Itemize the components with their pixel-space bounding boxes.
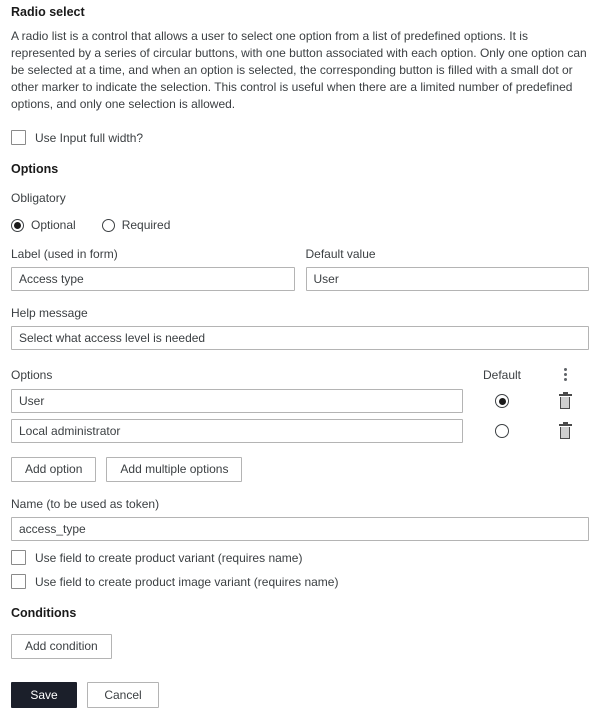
- conditions-heading: Conditions: [11, 606, 77, 620]
- option-delete-cell[interactable]: [541, 394, 589, 409]
- product-variant-label: Use field to create product variant (requires name): [35, 550, 303, 565]
- cancel-button[interactable]: Cancel: [87, 682, 159, 708]
- product-image-variant-row[interactable]: [11, 574, 589, 589]
- obligatory-label: Obligatory: [11, 191, 66, 205]
- option-value-input[interactable]: [11, 389, 463, 413]
- help-message-label: Help message: [11, 306, 88, 320]
- label-field-group: [11, 232, 295, 291]
- obligatory-choice-required[interactable]: [102, 218, 171, 232]
- add-condition-button[interactable]: Add condition: [11, 634, 112, 659]
- use-input-full-width-row[interactable]: [11, 130, 589, 145]
- options-column-header: Options: [11, 368, 53, 382]
- radio-required-icon[interactable]: [102, 219, 115, 232]
- trash-icon[interactable]: [559, 394, 572, 409]
- add-multiple-options-button[interactable]: Add multiple options: [106, 457, 242, 482]
- name-token-input[interactable]: [11, 517, 589, 541]
- default-value-input[interactable]: [306, 267, 590, 291]
- option-default-radio-icon[interactable]: [495, 394, 509, 408]
- use-input-full-width-label: Use Input full width?: [35, 130, 144, 145]
- label-and-default-row: [11, 232, 589, 291]
- obligatory-radio-group: [11, 218, 589, 232]
- save-button[interactable]: Save: [11, 682, 77, 708]
- options-list-header: [11, 367, 589, 383]
- label-input[interactable]: [11, 267, 295, 291]
- options-menu-cell[interactable]: [541, 367, 589, 383]
- product-image-variant-label: Use field to create product image variant (requires name): [35, 574, 339, 589]
- options-section-heading: Options: [11, 162, 59, 176]
- option-row: [11, 419, 589, 443]
- field-description: A radio list is a control that allows a user to select one option from a list of predefined options. It is represented by a series of circular buttons, with one button associated with each option. Only one option can be selected at a time, and when an option is selected, the corresponding button is filled with a small dot or other marker to indicate the selection. This control is useful when there are a limited number of predefined options, and only one selection is allowed.: [11, 29, 587, 111]
- option-default-cell[interactable]: [463, 424, 541, 438]
- option-row: [11, 389, 589, 413]
- add-option-button[interactable]: Add option: [11, 457, 96, 482]
- product-image-variant-checkbox[interactable]: [11, 574, 26, 589]
- obligatory-choice-optional[interactable]: [11, 218, 76, 232]
- option-delete-cell[interactable]: [541, 424, 589, 439]
- option-value-cell: [11, 419, 463, 443]
- radio-required-label: Required: [121, 218, 171, 232]
- option-value-cell: [11, 389, 463, 413]
- trash-icon[interactable]: [559, 424, 572, 439]
- product-variant-row[interactable]: [11, 550, 589, 565]
- default-column-header: Default: [482, 368, 522, 382]
- label-field-label: Label (used in form): [11, 247, 118, 261]
- radio-optional-icon[interactable]: [11, 219, 24, 232]
- option-value-input[interactable]: [11, 419, 463, 443]
- page-title: Radio select: [11, 5, 85, 19]
- help-message-input[interactable]: [11, 326, 589, 350]
- option-default-radio-icon[interactable]: [495, 424, 509, 438]
- name-token-label: Name (to be used as token): [11, 497, 160, 511]
- form-footer: [11, 682, 159, 708]
- default-value-field-label: Default value: [305, 247, 376, 261]
- kebab-menu-icon[interactable]: [558, 367, 572, 383]
- default-value-field-group: [306, 232, 590, 291]
- use-input-full-width-checkbox[interactable]: [11, 130, 26, 145]
- radio-optional-label: Optional: [31, 218, 76, 232]
- product-variant-checkbox[interactable]: [11, 550, 26, 565]
- option-default-cell[interactable]: [463, 394, 541, 408]
- conditions-actions: [11, 634, 589, 659]
- option-actions: [11, 457, 589, 482]
